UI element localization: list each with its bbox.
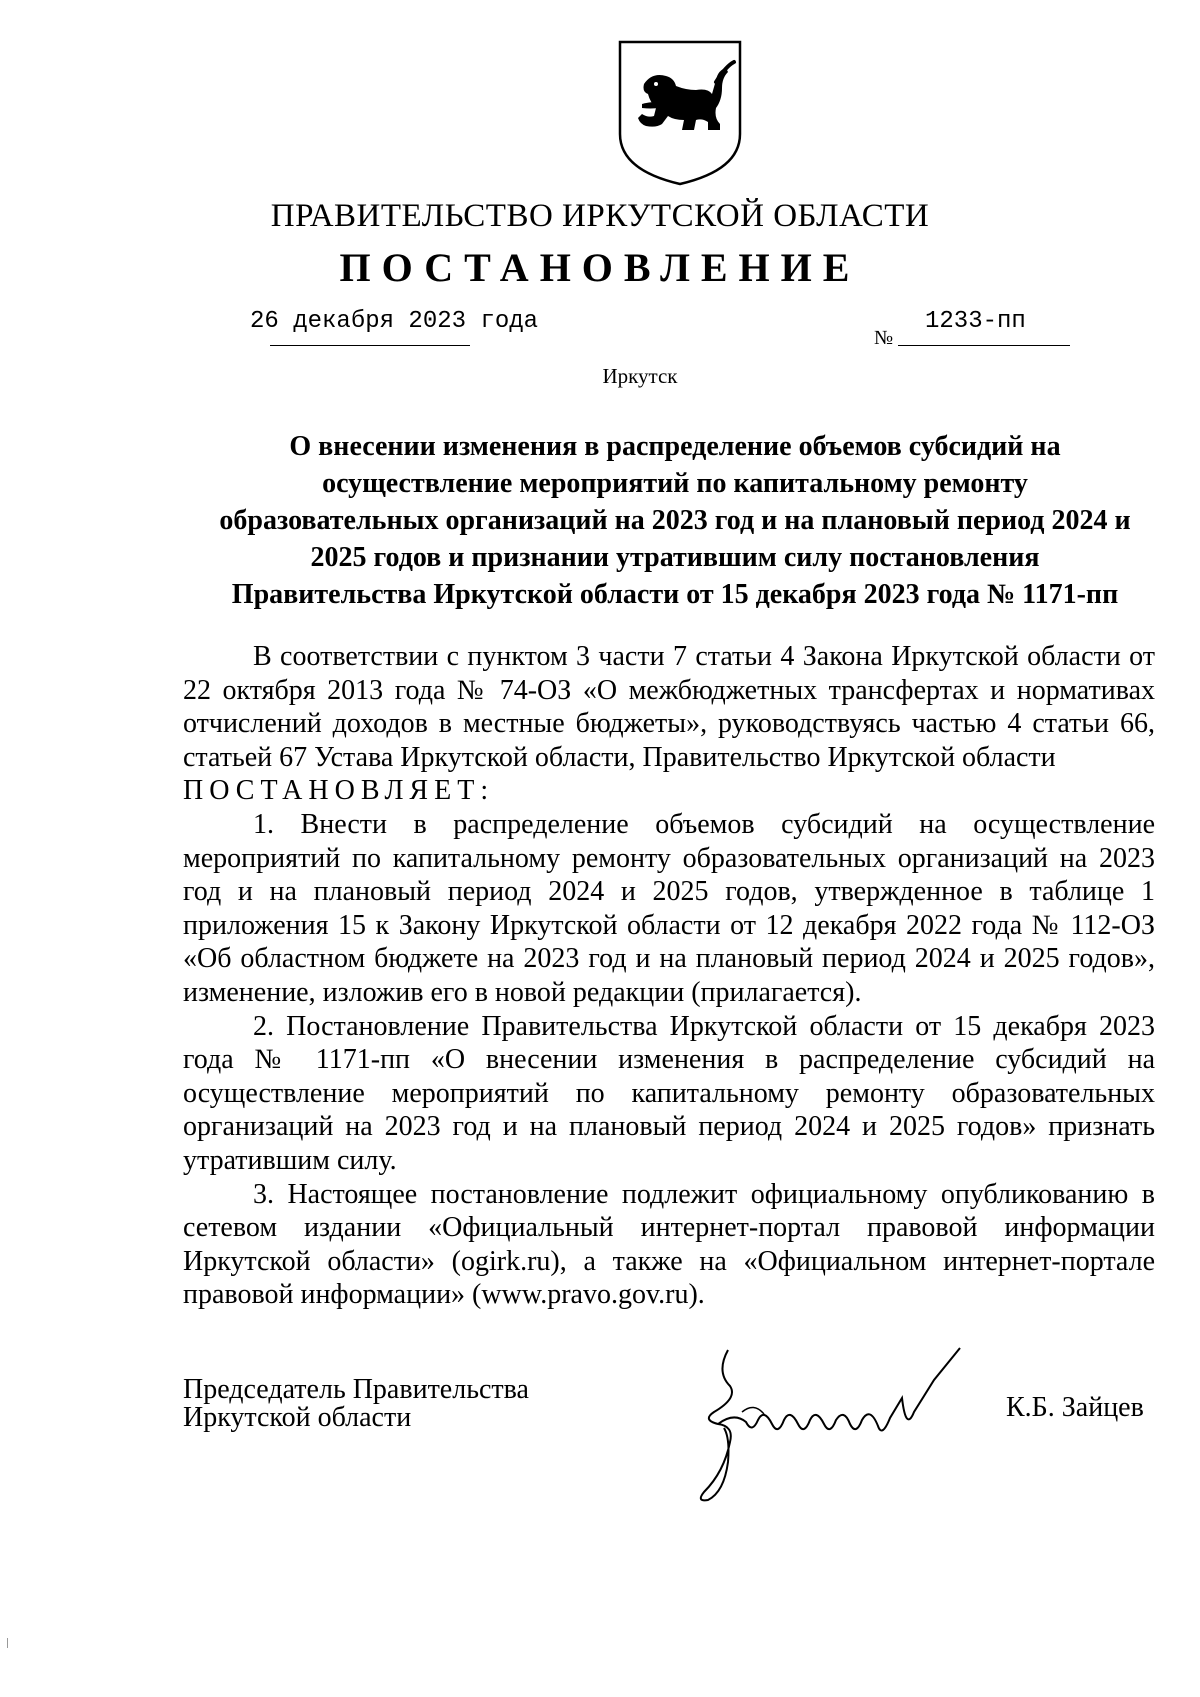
title-line: О внесении изменения в распределение объемов субсидий на — [289, 431, 1061, 462]
document-date: 26 декабря 2023 года — [250, 308, 539, 335]
government-name: ПРАВИТЕЛЬСТВО ИРКУТСКОЙ ОБЛАСТИ — [270, 198, 930, 234]
item-1-paragraph: 1. Внести в распределение объемов субсидий на осуществление мероприятий по капитальному ремонту образовательных организаций на 2023 год и на плановый период 2024 и 2025 годов, утвержденное в таблице 1 приложения 15 к Закону Иркутской области от 12 декабря 2022 года № 112-ОЗ «Об областном бюджете на 2023 год и на плановый период 2024 и 2025 годов», изменение, изложив его в новой редакции (прилагается). — [183, 808, 1155, 1008]
document-body — [183, 640, 1155, 1312]
title-line: осуществление мероприятий по капитальному ремонту — [322, 468, 1028, 499]
irkutsk-coat-of-arms-icon — [616, 38, 744, 186]
signatory-position — [183, 1376, 529, 1432]
title-line: 2025 годов и признании утратившим силу постановления — [310, 542, 1040, 573]
title-line: образовательных организаций на 2023 год и на плановый период 2024 и — [219, 505, 1131, 536]
number-underline — [898, 345, 1070, 346]
document-number: 1233-пп — [925, 308, 1026, 335]
position-line: Председатель Правительства — [183, 1374, 529, 1405]
handwritten-signature-icon — [694, 1342, 984, 1512]
date-underline — [270, 345, 470, 346]
number-sign: № — [874, 327, 894, 349]
preamble-paragraph: В соответствии с пунктом 3 части 7 статьи 4 Закона Иркутской области от 22 октября 2013 года № 74-ОЗ «О межбюджетных трансфертах и нормативах отчислений доходов в местные бюджеты», руководствуясь частью 4 статьи 66, статьей 67 Устава Иркутской области, Правительство Иркутской области — [183, 641, 1155, 773]
item-2-paragraph: 2. Постановление Правительства Иркутской области от 15 декабря 2023 года № 1171-пп «О внесении изменения в распределение субсидий на осуществление мероприятий по капитальному ремонту образовательных организаций на 2023 год и на плановый период 2024 и 2025 годов» признать утратившим силу. — [183, 1010, 1155, 1176]
scan-artifact — [7, 1638, 8, 1648]
item-3-paragraph: 3. Настоящее постановление подлежит официальному опубликованию в сетевом издании «Официальный интернет-портал правовой информации Иркутской области» (ogirk.ru), а также на «Официальном интернет-портале правовой информации» (www.pravo.gov.ru). — [183, 1178, 1155, 1311]
resolves-word: ПОСТАНОВЛЯЕТ: — [183, 775, 495, 807]
document-type: ПОСТАНОВЛЕНИЕ — [339, 245, 861, 290]
signer-name: К.Б. Зайцев — [1006, 1392, 1144, 1423]
position-line: Иркутской области — [183, 1402, 412, 1433]
document-city: Иркутск — [602, 364, 678, 388]
document-title — [190, 428, 1160, 613]
title-line: Правительства Иркутской области от 15 декабря 2023 года № 1171-пп — [231, 579, 1119, 610]
